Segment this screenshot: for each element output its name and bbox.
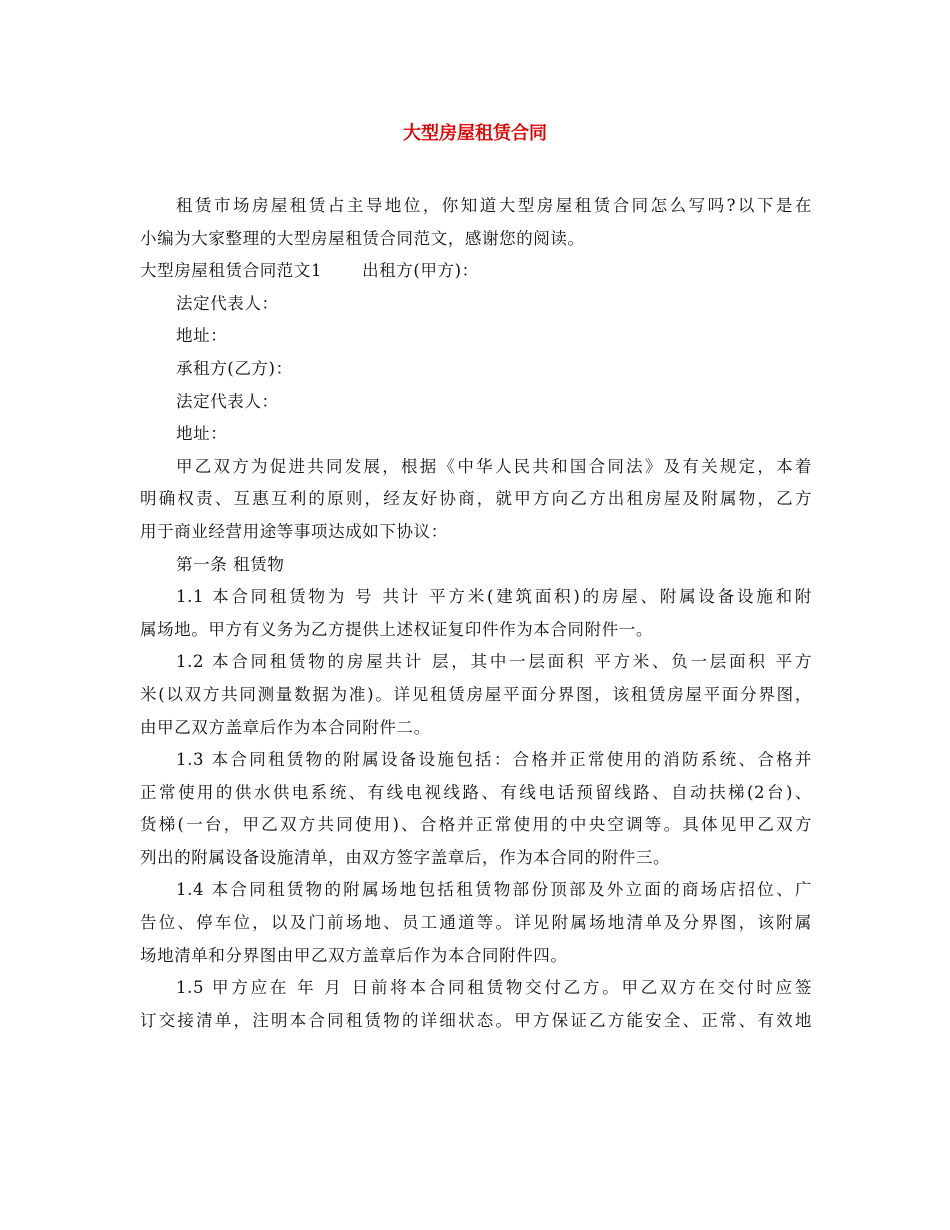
paragraph-line: 用于商业经营用途等事项达成如下协议： [140,521,448,541]
paragraph-line: 小编为大家整理的大型房屋租赁合同范文，感谢您的阅读。 [140,228,585,248]
paragraph-line: 法定代表人： [176,293,279,313]
document-body [140,190,812,1037]
paragraph-line: 明确权责、互惠互利的原则，经友好协商，就甲方向乙方出租房屋及附属物，乙方 [140,489,812,509]
document-title: 大型房屋租赁合同 [403,123,547,144]
paragraph-line [140,255,812,288]
paragraph-line: 租赁市场房屋租赁占主导地位，你知道大型房屋租赁合同怎么写吗?以下是在 [176,196,812,215]
paragraph-line: 甲乙双方为促进共同发展，根据《中华人民共和国合同法》及有关规定，本着 [176,456,812,476]
paragraph-line: 订交接清单，注明本合同租赁物的详细状态。甲方保证乙方能安全、正常、有效地 [140,1010,812,1030]
paragraph-line: 由甲乙双方盖章后作为本合同附件二。 [140,717,431,737]
paragraph-line: 1.5 甲方应在 年 月 日前将本合同租赁物交付乙方。甲乙双方在交付时应签 [176,978,812,998]
paragraph-line: 1.1 本合同租赁物为 号 共计 平方米(建筑面积)的房屋、附属设备设施和附 [176,587,812,607]
paragraph-line: 1.3 本合同租赁物的附属设备设施包括：合格并正常使用的消防系统、合格并 [176,750,812,770]
paragraph-line: 地址： [176,326,228,346]
paragraph-line: 场地清单和分界图由甲乙双方盖章后作为本合同附件四。 [140,945,568,965]
paragraph-line: 法定代表人： [176,391,279,411]
paragraph-line: 正常使用的供水供电系统、有线电视线路、有线电话预留线路、自动扶梯(2台)、 [140,782,812,802]
paragraph-line: 属场地。甲方有义务为乙方提供上述权证复印件作为本合同附件一。 [140,619,653,639]
paragraph-line: 货梯(一台，甲乙双方共同使用)、合格并正常使用的中央空调等。具体见甲乙双方 [140,815,812,835]
paragraph-line: 米(以双方共同测量数据为准)。详见租赁房屋平面分界图，该租赁房屋平面分界图， [140,684,812,704]
article-heading: 第一条 租赁物 [176,554,285,574]
paragraph-line: 承租方(乙方)： [176,358,293,378]
paragraph-line: 1.4 本合同租赁物的附属场地包括租赁物部份顶部及外立面的商场店招位、广 [176,880,812,900]
paragraph-line: 1.2 本合同租赁物的房屋共计 层，其中一层面积 平方米、负一层面积 平方 [176,652,812,672]
section-heading: 大型房屋租赁合同范文1 [140,261,323,281]
paragraph-line: 列出的附属设备设施清单，由双方签字盖章后，作为本合同的附件三。 [140,847,671,867]
paragraph-line: 告位、停车位，以及门前场地、员工通道等。详见附属场地清单及分界图，该附属 [140,913,812,933]
paragraph-line: 地址： [176,424,228,444]
lessor-label: 出租方(甲方)： [362,261,479,281]
